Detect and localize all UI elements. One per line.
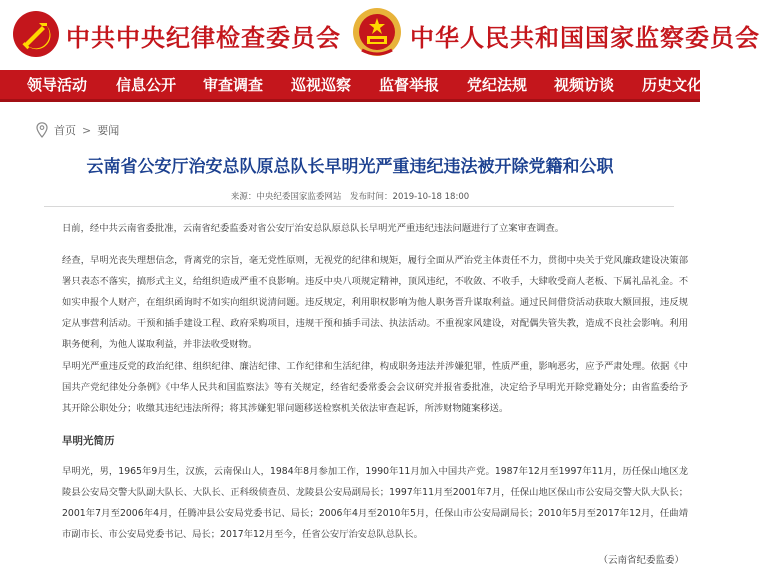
nav-item-report[interactable]: 监督举报 bbox=[379, 76, 440, 94]
nav-item-inspection[interactable]: 巡视巡察 bbox=[291, 76, 352, 94]
main-nav bbox=[0, 70, 703, 102]
bio-paragraph: 早明光，男，1965年9月生，汉族，云南保山人，1984年8月参加工作，1990年11月加入中国共产党。1987年12月至1997年11月，历任保山地区龙陵县公安局交警大队副大队长、大队长、正科级侦查员、龙陵县公安局副局长；1997年11月至2001年7月，任保山地区保山市公安局交警大队大队长；2001年7月至2006年4月，任腾冲县公安局党委书记、局长；2006年4月至2010年5月，任保山市公安局副局长；2010年5月至2017年12月，任曲靖市副市长、市公安局党委书记、局长；2017年12月至今，任省公安厅治安总队总队长。 bbox=[62, 466, 688, 540]
article-meta bbox=[0, 190, 700, 202]
article-signature: （云南省纪委监委） bbox=[598, 555, 684, 566]
article-paragraph-1: 日前，经中共云南省委批准，云南省纪委监委对省公安厅治安总队原总队长早明光严重违纪违法问题进行了立案审查调查。 bbox=[62, 223, 565, 234]
location-pin-icon bbox=[36, 122, 48, 138]
nav-item-investigation[interactable]: 审查调查 bbox=[203, 76, 264, 94]
article-title: 云南省公安厅治安总队原总队长早明光严重违纪违法被开除党籍和公职 bbox=[86, 157, 614, 177]
national-emblem-icon bbox=[352, 6, 402, 60]
breadcrumb-current[interactable]: 要闻 bbox=[97, 124, 120, 137]
nav-item-history[interactable]: 历史文化 bbox=[642, 76, 703, 94]
nav-item-video[interactable]: 视频访谈 bbox=[554, 76, 615, 94]
breadcrumb-separator: > bbox=[82, 123, 92, 137]
bio-heading: 早明光简历 bbox=[62, 435, 115, 447]
nav-item-info-disclosure[interactable]: 信息公开 bbox=[116, 76, 177, 94]
title-divider bbox=[44, 206, 674, 207]
article-source: 来源：中央纪委国家监委网站 bbox=[230, 192, 342, 202]
breadcrumb bbox=[36, 120, 119, 140]
site-banner bbox=[0, 0, 760, 70]
banner-title-nsc: 中华人民共和国国家监察委员会 bbox=[410, 23, 760, 52]
article-time: 发布时间：2019-10-18 18:00 bbox=[350, 192, 470, 202]
nav-item-regulations[interactable]: 党纪法规 bbox=[467, 76, 528, 94]
banner-title-ccdi: 中共中央纪律检查委员会 bbox=[66, 23, 341, 52]
nav-item-leadership[interactable]: 领导活动 bbox=[27, 76, 88, 94]
article-paragraph-3: 早明光严重违反党的政治纪律、组织纪律、廉洁纪律、工作纪律和生活纪律，构成职务违法并涉嫌犯罪，性质严重，影响恶劣，应予严肃处理。依据《中国共产党纪律处分条例》《中华人民共和国监察法》等有关规定，经省纪委常委会会议研究并报省委批准，决定给予早明光开除党籍处分；由省监委给予其开除公职处分；收缴其违纪违法所得；将其涉嫌犯罪问题移送检察机关依法审查起诉，所涉财物随案移送。 bbox=[62, 361, 688, 414]
article-paragraph-2: 经查，早明光丧失理想信念，背离党的宗旨，毫无党性原则，无视党的纪律和规矩，履行全面从严治党主体责任不力，贯彻中央关于党风廉政建设决策部署只表态不落实，搞形式主义，给组织造成严重不良影响。违反中央八项规定精神，顶风违纪，不收敛、不收手，大肆收受商人老板、下属礼品礼金。不如实申报个人财产，在组织函询时不如实向组织说清问题。违反规定，利用职权影响为他人职务晋升谋取利益。通过民间借贷活动获取大额回报，违反规定从事营利活动。干预和插手建设工程、政府采购项目，违规干预和插手司法、执法活动。不重视家风建设，对配偶失管失教，造成不良社会影响。利用职务便利，为他人谋取利益，并非法收受财物。 bbox=[62, 255, 688, 350]
party-emblem-icon bbox=[12, 10, 60, 58]
breadcrumb-home-link[interactable]: 首页 bbox=[54, 124, 76, 137]
